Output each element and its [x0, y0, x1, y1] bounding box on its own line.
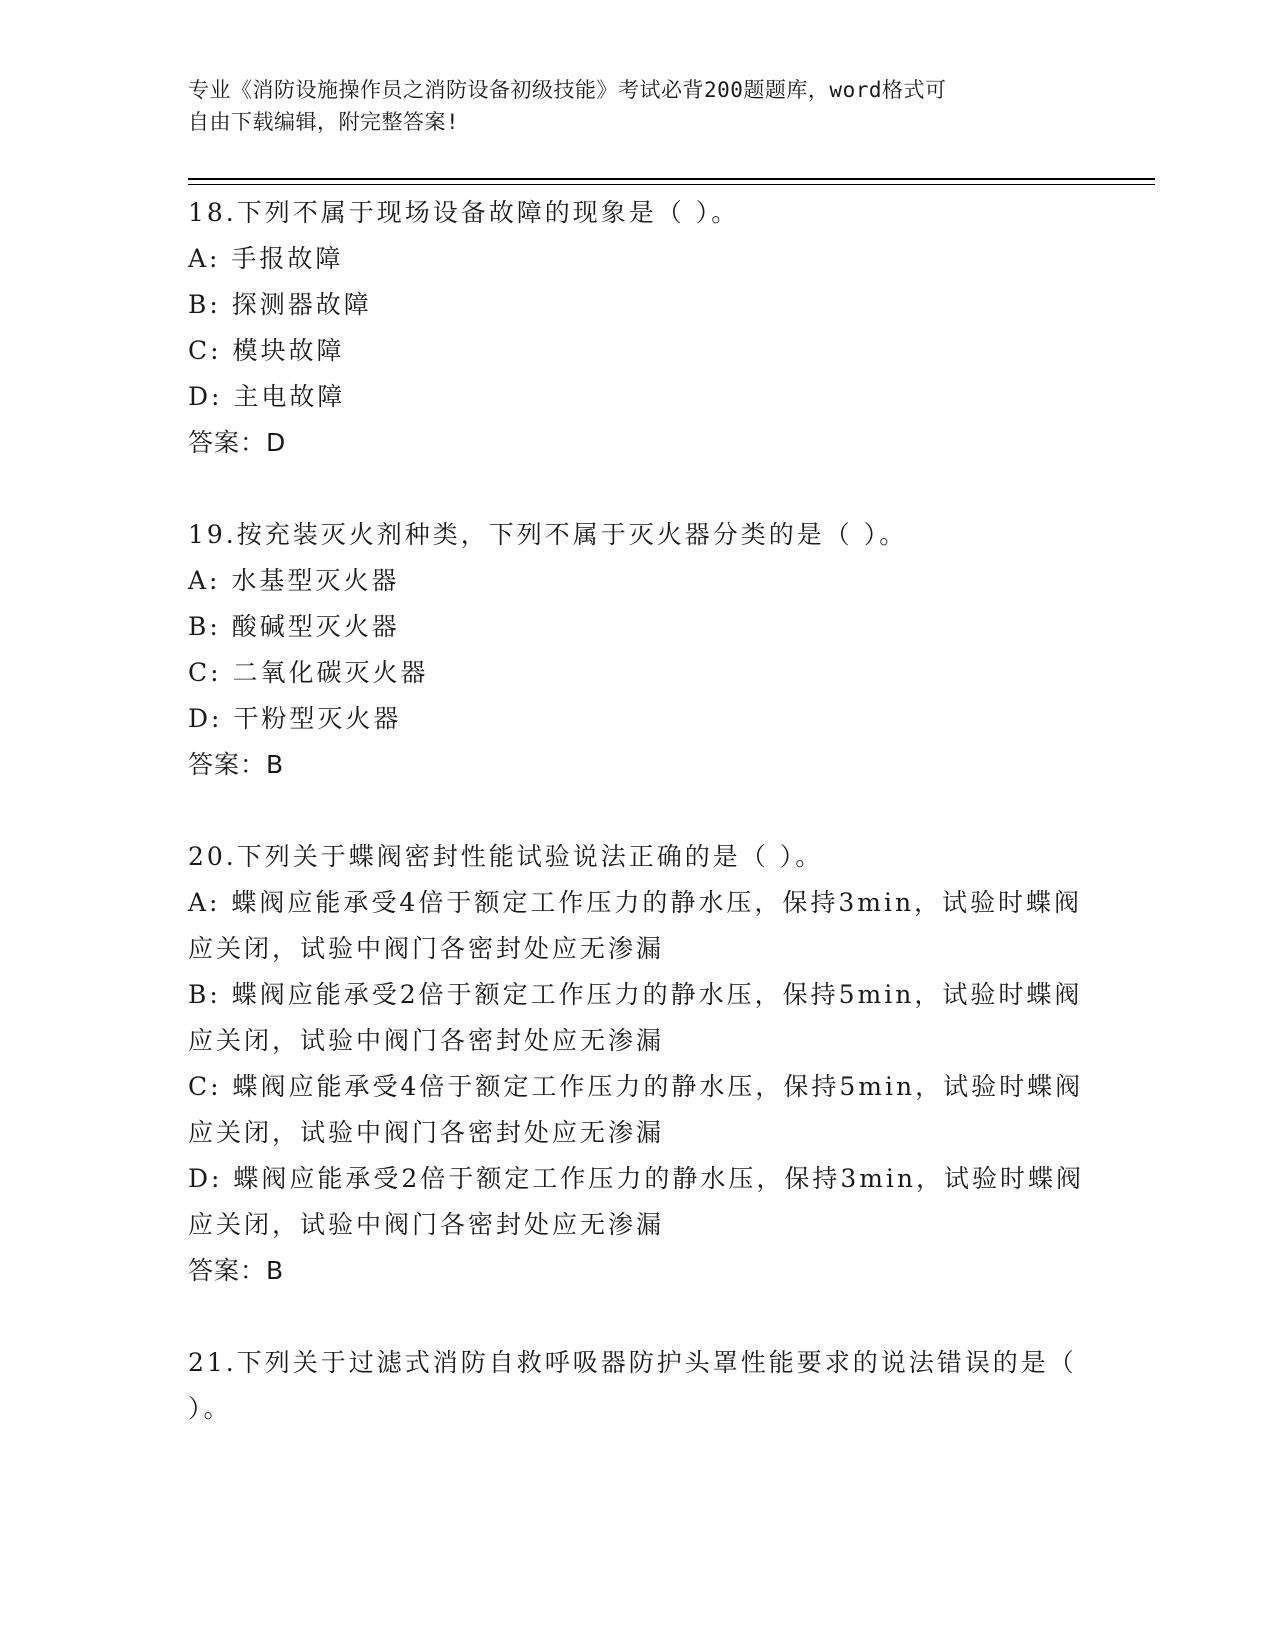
answer-line: 答案：B	[188, 750, 285, 779]
question-stem: 21.下列关于过滤式消防自救呼吸器防护头罩性能要求的说法错误的是（ ）。	[188, 1348, 1077, 1423]
question-21	[188, 1340, 1108, 1432]
header-divider-thin	[188, 184, 1155, 185]
option-d: D: 干粉型灭火器	[188, 704, 402, 733]
answer-line: 答案：B	[188, 1256, 285, 1285]
question-20	[188, 834, 1108, 1294]
option-a: A: 手报故障	[188, 244, 344, 273]
option-a: A: 水基型灭火器	[188, 566, 400, 595]
header-line-2: 自由下载编辑，附完整答案!	[188, 110, 460, 134]
option-c: C: 模块故障	[188, 336, 345, 365]
option-c: C: 蝶阀应能承受4倍于额定工作压力的静水压，保持5min，试验时蝶阀应关闭，试验中阀门各密封处应无渗漏	[188, 1072, 1084, 1147]
option-b: B: 蝶阀应能承受2倍于额定工作压力的静水压，保持5min，试验时蝶阀应关闭，试验中阀门各密封处应无渗漏	[188, 980, 1083, 1055]
header-divider-thick	[188, 178, 1155, 180]
question-18	[188, 190, 1108, 466]
option-a: A: 蝶阀应能承受4倍于额定工作压力的静水压，保持3min，试验时蝶阀应关闭，试验中阀门各密封处应无渗漏	[188, 888, 1083, 963]
answer-line: 答案：D	[188, 428, 287, 457]
question-list	[188, 190, 1108, 1478]
question-stem: 18.下列不属于现场设备故障的现象是（ ）。	[188, 198, 740, 227]
option-c: C: 二氧化碳灭火器	[188, 658, 429, 687]
question-stem: 20.下列关于蝶阀密封性能试验说法正确的是（ ）。	[188, 842, 824, 871]
option-d: D: 蝶阀应能承受2倍于额定工作压力的静水压，保持3min，试验时蝶阀应关闭，试验中阀门各密封处应无渗漏	[188, 1164, 1085, 1239]
document-header	[188, 74, 1088, 138]
option-d: D: 主电故障	[188, 382, 346, 411]
option-b: B: 探测器故障	[188, 290, 372, 319]
question-stem: 19.按充装灭火剂种类，下列不属于灭火器分类的是（ ）。	[188, 520, 908, 549]
option-b: B: 酸碱型灭火器	[188, 612, 400, 641]
question-19	[188, 512, 1108, 788]
header-line-1: 专业《消防设施操作员之消防设备初级技能》考试必背200题题库，word格式可	[188, 78, 947, 102]
